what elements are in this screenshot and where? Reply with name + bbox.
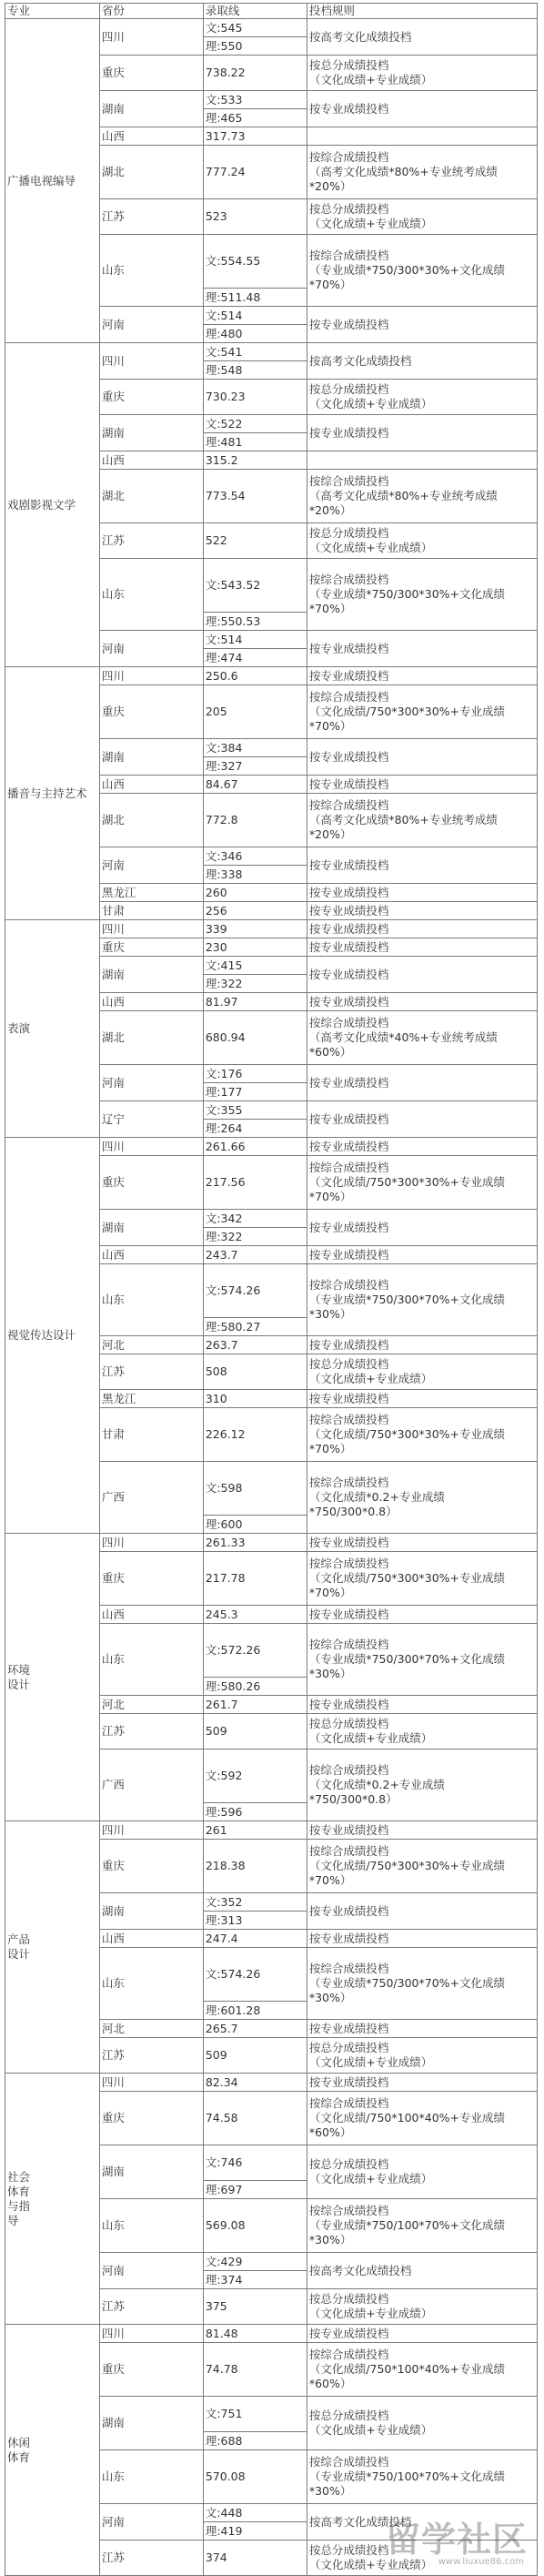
- score-cell: 理:322: [203, 975, 307, 993]
- province-cell: 山东: [99, 1948, 203, 2020]
- score-cell: 文:429: [203, 2253, 307, 2271]
- rule-cell: 按总分成绩投档 （文化成绩+专业成绩）: [307, 1354, 537, 1390]
- province-cell: 四川: [99, 1534, 203, 1552]
- province-cell: 河南: [99, 631, 203, 667]
- score-cell: 文:543.52: [203, 559, 307, 613]
- province-cell: 黑龙江: [99, 884, 203, 902]
- score-cell: 理:465: [203, 109, 307, 127]
- score-cell: 310: [203, 1390, 307, 1408]
- score-cell: 理:338: [203, 866, 307, 884]
- score-cell: 理:511.48: [203, 289, 307, 307]
- score-cell: 218.38: [203, 1840, 307, 1893]
- score-cell: 文:514: [203, 307, 307, 325]
- rule-cell: 按综合成绩投档 （专业成绩*750/100*70%+文化成绩 *30%）: [307, 2199, 537, 2253]
- score-cell: 375: [203, 2289, 307, 2325]
- rule-cell: 按专业成绩投档: [307, 1534, 537, 1552]
- score-cell: 文:554.55: [203, 235, 307, 289]
- score-cell: 文:598: [203, 1462, 307, 1516]
- rule-cell: 按总分成绩投档 （文化成绩+专业成绩）: [307, 2541, 537, 2576]
- rule-cell: 按高考文化成绩投档: [307, 2504, 537, 2541]
- province-cell: 湖北: [99, 1011, 203, 1065]
- score-cell: 理:601.28: [203, 2002, 307, 2020]
- rule-cell: 按总分成绩投档 （文化成绩+专业成绩）: [307, 523, 537, 559]
- score-cell: 文:533: [203, 91, 307, 109]
- province-cell: 山东: [99, 235, 203, 307]
- score-cell: 245.3: [203, 1606, 307, 1624]
- score-cell: 243.7: [203, 1246, 307, 1264]
- rule-cell: 按总分成绩投档 （文化成绩+专业成绩）: [307, 380, 537, 415]
- score-cell: 509: [203, 1714, 307, 1749]
- province-cell: 重庆: [99, 1552, 203, 1606]
- header-province: 省份: [99, 4, 203, 19]
- province-cell: 重庆: [99, 56, 203, 91]
- rule-cell: 按专业成绩投档: [307, 631, 537, 667]
- province-cell: 广西: [99, 1749, 203, 1821]
- score-cell: 理:481: [203, 433, 307, 451]
- province-cell: 四川: [99, 1138, 203, 1156]
- score-cell: 文:514: [203, 631, 307, 649]
- province-cell: 湖南: [99, 739, 203, 776]
- major-cell: 产品 设计: [5, 1821, 100, 2074]
- score-cell: 263.7: [203, 1336, 307, 1354]
- rule-cell: 按综合成绩投档 （专业成绩*750/300*70%+文化成绩 *30%）: [307, 1624, 537, 1696]
- score-cell: 文:346: [203, 847, 307, 866]
- province-cell: 河南: [99, 1065, 203, 1101]
- rule-cell: 按专业成绩投档: [307, 847, 537, 884]
- province-cell: 湖南: [99, 415, 203, 451]
- major-cell: 广播电视编导: [5, 19, 100, 343]
- rule-cell: 按综合成绩投档 （高考文化成绩*80%+专业统考成绩 *20%）: [307, 794, 537, 847]
- rule-cell: 按专业成绩投档: [307, 2074, 537, 2092]
- major-cell: 环境 设计: [5, 1534, 100, 1821]
- province-cell: 山西: [99, 1606, 203, 1624]
- score-cell: 理:580.26: [203, 1678, 307, 1696]
- score-cell: 理:264: [203, 1120, 307, 1138]
- score-cell: 81.48: [203, 2325, 307, 2343]
- province-cell: 甘肃: [99, 1408, 203, 1462]
- watermark-url: www.liuxue86.com: [438, 2557, 524, 2567]
- rule-cell: 按高考文化成绩投档: [307, 19, 537, 56]
- rule-cell: 按总分成绩投档 （文化成绩+专业成绩）: [307, 1714, 537, 1749]
- province-cell: 湖南: [99, 91, 203, 127]
- score-cell: 文:574.26: [203, 1948, 307, 2002]
- rule-cell: 按综合成绩投档 （专业成绩*750/300*70%+文化成绩 *30%）: [307, 1948, 537, 2020]
- province-cell: 河北: [99, 2020, 203, 2038]
- score-cell: 文:384: [203, 739, 307, 757]
- score-cell: 理:580.27: [203, 1318, 307, 1336]
- province-cell: 河南: [99, 307, 203, 343]
- score-cell: 261.66: [203, 1138, 307, 1156]
- province-cell: 河南: [99, 847, 203, 884]
- rule-cell: 按专业成绩投档: [307, 2325, 537, 2343]
- rule-cell: 按专业成绩投档: [307, 1138, 537, 1156]
- province-cell: 四川: [99, 1821, 203, 1840]
- score-cell: 81.97: [203, 993, 307, 1011]
- province-cell: 四川: [99, 2074, 203, 2092]
- table-row: [5, 2074, 538, 2092]
- score-cell: 523: [203, 199, 307, 235]
- score-cell: 226.12: [203, 1408, 307, 1462]
- score-cell: 理:600: [203, 1516, 307, 1534]
- rule-cell: 按总分成绩投档 （文化成绩+专业成绩）: [307, 2145, 537, 2199]
- score-cell: 理:374: [203, 2271, 307, 2289]
- major-cell: 播音与主持艺术: [5, 667, 100, 920]
- rule-cell: 按综合成绩投档 （文化成绩*0.2+专业成绩 *750/300*0.8）: [307, 1462, 537, 1534]
- score-cell: 理:480: [203, 325, 307, 343]
- score-cell: 文:355: [203, 1101, 307, 1120]
- rule-cell: 按专业成绩投档: [307, 884, 537, 902]
- score-cell: 730.23: [203, 380, 307, 415]
- rule-cell: 按综合成绩投档 （文化成绩/750*300*30%+专业成绩 *70%）: [307, 1552, 537, 1606]
- rule-cell: 按专业成绩投档: [307, 415, 537, 451]
- rule-cell: 按高考文化成绩投档: [307, 2253, 537, 2289]
- rule-cell: 按综合成绩投档 （专业成绩*750/300*30%+文化成绩 *70%）: [307, 559, 537, 631]
- province-cell: 重庆: [99, 1840, 203, 1893]
- province-cell: 广西: [99, 1462, 203, 1534]
- province-cell: 山西: [99, 776, 203, 794]
- rule-cell: 按综合成绩投档 （高考文化成绩*80%+专业统考成绩 *20%）: [307, 146, 537, 199]
- score-cell: 理:697: [203, 2181, 307, 2199]
- province-cell: 重庆: [99, 2092, 203, 2145]
- header-row: [5, 4, 538, 19]
- score-cell: 261: [203, 1821, 307, 1840]
- score-cell: 82.34: [203, 2074, 307, 2092]
- rule-cell: 按综合成绩投档 （文化成绩*0.2+专业成绩 *750/300*0.8）: [307, 1749, 537, 1821]
- rule-cell: 按专业成绩投档: [307, 1101, 537, 1138]
- major-cell: 视觉传达设计: [5, 1138, 100, 1534]
- province-cell: 山东: [99, 2450, 203, 2504]
- province-cell: 河北: [99, 1696, 203, 1714]
- score-cell: 理:313: [203, 1912, 307, 1930]
- province-cell: 湖南: [99, 1210, 203, 1246]
- rule-cell: 按专业成绩投档: [307, 1210, 537, 1246]
- score-cell: 文:545: [203, 19, 307, 37]
- rule-cell: 按高考文化成绩投档: [307, 343, 537, 380]
- rule-cell: 按专业成绩投档: [307, 1893, 537, 1930]
- province-cell: 山西: [99, 993, 203, 1011]
- score-cell: 374: [203, 2541, 307, 2576]
- province-cell: 湖南: [99, 1893, 203, 1930]
- province-cell: 江苏: [99, 199, 203, 235]
- score-cell: 509: [203, 2038, 307, 2074]
- province-cell: 河北: [99, 1336, 203, 1354]
- score-cell: 理:550.53: [203, 613, 307, 631]
- rule-cell: 按专业成绩投档: [307, 1821, 537, 1840]
- rule-cell: 按专业成绩投档: [307, 307, 537, 343]
- score-cell: 文:415: [203, 957, 307, 975]
- province-cell: 河南: [99, 2253, 203, 2289]
- rule-cell: 按专业成绩投档: [307, 902, 537, 920]
- rule-cell: 按专业成绩投档: [307, 1390, 537, 1408]
- score-cell: 文:751: [203, 2397, 307, 2432]
- score-cell: 205: [203, 685, 307, 739]
- score-cell: 265.7: [203, 2020, 307, 2038]
- rule-cell: 按总分成绩投档 （文化成绩+专业成绩）: [307, 199, 537, 235]
- rule-cell: 按总分成绩投档 （文化成绩+专业成绩）: [307, 2289, 537, 2325]
- watermark-logo: 留学社区: [385, 2520, 528, 2560]
- province-cell: 河南: [99, 2504, 203, 2541]
- rule-cell: 按综合成绩投档 （文化成绩/750*300*30%+专业成绩 *70%）: [307, 1156, 537, 1210]
- rule-cell: 按综合成绩投档 （文化成绩/750*100*40%+专业成绩 *60%）: [307, 2343, 537, 2397]
- rule-cell: 按专业成绩投档: [307, 776, 537, 794]
- score-cell: 文:352: [203, 1893, 307, 1912]
- province-cell: 湖北: [99, 470, 203, 523]
- score-cell: 256: [203, 902, 307, 920]
- rule-cell: 按专业成绩投档: [307, 957, 537, 993]
- header-major: 专业: [5, 4, 100, 19]
- rule-cell: 按综合成绩投档 （文化成绩/750*100*40%+专业成绩 *60%）: [307, 2092, 537, 2145]
- table-row: [5, 1138, 538, 1156]
- score-cell: 569.08: [203, 2199, 307, 2253]
- table-row: [5, 1821, 538, 1840]
- score-cell: 315.2: [203, 451, 307, 470]
- rule-cell: 按综合成绩投档 （专业成绩*750/300*70%+文化成绩 *30%）: [307, 1264, 537, 1336]
- score-cell: 文:746: [203, 2145, 307, 2181]
- rule-cell: 按专业成绩投档: [307, 1336, 537, 1354]
- province-cell: 江苏: [99, 2038, 203, 2074]
- rule-cell: 按综合成绩投档 （文化成绩/750*300*30%+专业成绩 *70%）: [307, 1840, 537, 1893]
- score-cell: 文:592: [203, 1749, 307, 1803]
- score-cell: 文:574.26: [203, 1264, 307, 1318]
- province-cell: 重庆: [99, 685, 203, 739]
- province-cell: 四川: [99, 343, 203, 380]
- province-cell: 江苏: [99, 2541, 203, 2576]
- province-cell: 重庆: [99, 380, 203, 415]
- score-cell: 317.73: [203, 127, 307, 146]
- rule-cell: 按专业成绩投档: [307, 1696, 537, 1714]
- province-cell: 湖南: [99, 957, 203, 993]
- rule-cell: 按综合成绩投档 （文化成绩/750*300*30%+专业成绩 *70%）: [307, 1408, 537, 1462]
- score-cell: 230: [203, 938, 307, 957]
- table-row: [5, 19, 538, 37]
- score-cell: 217.56: [203, 1156, 307, 1210]
- rule-cell: 按专业成绩投档: [307, 1065, 537, 1101]
- rule-cell: 按总分成绩投档 （文化成绩+专业成绩）: [307, 2397, 537, 2450]
- score-cell: 250.6: [203, 667, 307, 685]
- score-cell: 522: [203, 523, 307, 559]
- rule-cell: 按专业成绩投档: [307, 91, 537, 127]
- province-cell: 江苏: [99, 523, 203, 559]
- score-cell: 84.67: [203, 776, 307, 794]
- province-cell: 山西: [99, 1930, 203, 1948]
- province-cell: 江苏: [99, 2289, 203, 2325]
- score-cell: 理:419: [203, 2522, 307, 2541]
- rule-cell: 按总分成绩投档 （文化成绩+专业成绩）: [307, 2038, 537, 2074]
- score-cell: 261.7: [203, 1696, 307, 1714]
- score-cell: 理:688: [203, 2432, 307, 2450]
- province-cell: 山东: [99, 1624, 203, 1696]
- province-cell: 四川: [99, 2325, 203, 2343]
- rule-cell: [307, 451, 537, 470]
- rule-cell: 按综合成绩投档 （高考文化成绩*40%+专业统考成绩 *60%）: [307, 1011, 537, 1065]
- score-cell: 772.8: [203, 794, 307, 847]
- score-cell: 文:541: [203, 343, 307, 361]
- rule-cell: 按专业成绩投档: [307, 1246, 537, 1264]
- rule-cell: 按专业成绩投档: [307, 2020, 537, 2038]
- score-cell: 理:550: [203, 37, 307, 56]
- table-body: [5, 4, 538, 2576]
- province-cell: 湖南: [99, 2397, 203, 2450]
- score-cell: 理:327: [203, 757, 307, 776]
- province-cell: 山西: [99, 127, 203, 146]
- major-cell: 表演: [5, 920, 100, 1138]
- score-cell: 理:596: [203, 1803, 307, 1821]
- major-cell: 戏剧影视文学: [5, 343, 100, 667]
- rule-cell: 按综合成绩投档 （高考文化成绩*80%+专业统考成绩 *20%）: [307, 470, 537, 523]
- score-cell: 理:548: [203, 361, 307, 380]
- province-cell: 辽宁: [99, 1101, 203, 1138]
- table-row: [5, 2325, 538, 2343]
- province-cell: 江苏: [99, 1354, 203, 1390]
- province-cell: 重庆: [99, 938, 203, 957]
- province-cell: 四川: [99, 920, 203, 938]
- rule-cell: 按专业成绩投档: [307, 1930, 537, 1948]
- score-cell: 文:572.26: [203, 1624, 307, 1678]
- province-cell: 四川: [99, 19, 203, 56]
- rule-cell: 按综合成绩投档 （专业成绩*750/300*30%+文化成绩 *70%）: [307, 235, 537, 307]
- table-row: [5, 1534, 538, 1552]
- table-row: [5, 343, 538, 361]
- rule-cell: 按专业成绩投档: [307, 920, 537, 938]
- province-cell: 江苏: [99, 1714, 203, 1749]
- rule-cell: 按专业成绩投档: [307, 667, 537, 685]
- province-cell: 山东: [99, 1264, 203, 1336]
- province-cell: 湖北: [99, 794, 203, 847]
- header-score: 录取线: [203, 4, 307, 19]
- province-cell: 湖北: [99, 146, 203, 199]
- major-cell: 社会 体育 与指 导: [5, 2074, 100, 2325]
- rule-cell: 按专业成绩投档: [307, 739, 537, 776]
- province-cell: 重庆: [99, 1156, 203, 1210]
- score-cell: 文:522: [203, 415, 307, 433]
- score-cell: 508: [203, 1354, 307, 1390]
- score-cell: 738.22: [203, 56, 307, 91]
- score-cell: 文:342: [203, 1210, 307, 1228]
- score-cell: 文:448: [203, 2504, 307, 2522]
- score-cell: 理:322: [203, 1228, 307, 1246]
- province-cell: 山西: [99, 1246, 203, 1264]
- province-cell: 重庆: [99, 2343, 203, 2397]
- rule-cell: 按专业成绩投档: [307, 1606, 537, 1624]
- province-cell: 四川: [99, 667, 203, 685]
- header-rule: 投档规则: [307, 4, 537, 19]
- score-cell: 773.54: [203, 470, 307, 523]
- score-cell: 570.08: [203, 2450, 307, 2504]
- score-cell: 74.58: [203, 2092, 307, 2145]
- rule-cell: 按综合成绩投档 （文化成绩/750*300*30%+专业成绩 *70%）: [307, 685, 537, 739]
- score-cell: 680.94: [203, 1011, 307, 1065]
- score-cell: 217.78: [203, 1552, 307, 1606]
- table-row: [5, 920, 538, 938]
- score-cell: 理:177: [203, 1083, 307, 1101]
- table-row: [5, 667, 538, 685]
- score-cell: 74.78: [203, 2343, 307, 2397]
- admission-score-table: [5, 3, 538, 2576]
- province-cell: 黑龙江: [99, 1390, 203, 1408]
- province-cell: 山西: [99, 451, 203, 470]
- province-cell: 山东: [99, 559, 203, 631]
- rule-cell: 按专业成绩投档: [307, 938, 537, 957]
- major-cell: 休闲 体育: [5, 2325, 100, 2576]
- score-cell: 339: [203, 920, 307, 938]
- province-cell: 甘肃: [99, 902, 203, 920]
- score-cell: 260: [203, 884, 307, 902]
- rule-cell: 按综合成绩投档 （专业成绩*750/100*70%+文化成绩 *30%）: [307, 2450, 537, 2504]
- score-cell: 理:474: [203, 649, 307, 667]
- rule-cell: [307, 127, 537, 146]
- score-cell: 261.33: [203, 1534, 307, 1552]
- province-cell: 山东: [99, 2199, 203, 2253]
- score-cell: 文:176: [203, 1065, 307, 1083]
- rule-cell: 按总分成绩投档 （文化成绩+专业成绩）: [307, 56, 537, 91]
- rule-cell: 按专业成绩投档: [307, 993, 537, 1011]
- score-cell: 247.4: [203, 1930, 307, 1948]
- province-cell: 湖南: [99, 2145, 203, 2199]
- score-cell: 777.24: [203, 146, 307, 199]
